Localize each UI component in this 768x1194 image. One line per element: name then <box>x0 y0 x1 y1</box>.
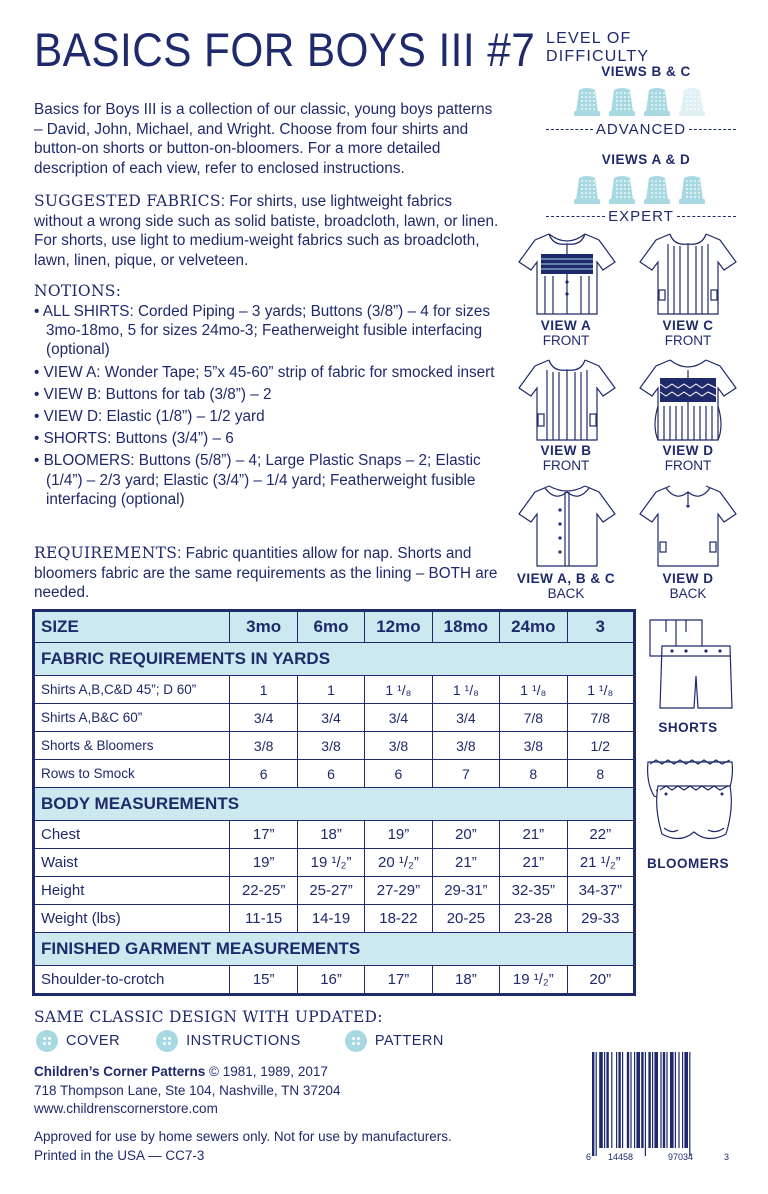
row-label: Waist <box>35 849 230 877</box>
table-cell: 20-25 <box>432 905 499 933</box>
garment-label: VIEW B FRONT <box>540 443 592 473</box>
table-row <box>35 821 634 849</box>
row-label: Weight (lbs) <box>35 905 230 933</box>
garment-label: VIEW A FRONT <box>540 318 592 348</box>
table-section-title: BODY MEASUREMENTS <box>35 788 634 821</box>
view-b-front-shirt-icon <box>515 356 619 444</box>
updated-item: COVER <box>66 1033 121 1049</box>
level-label: EXPERT <box>608 208 674 225</box>
notions-list <box>34 302 504 512</box>
table-section-row <box>35 643 634 676</box>
table-cell: 20 ¹/₂” <box>365 849 432 877</box>
table-cell: 21” <box>500 849 567 877</box>
table-cell: 29-31” <box>432 877 499 905</box>
requirements-text: : Fabric quantities allow for nap. Shorts and bloomers fabric are the same requirements as the lining – BOTH are needed. <box>34 545 498 602</box>
table-section-title: FABRIC REQUIREMENTS IN YARDS <box>35 643 634 676</box>
table-cell: 1 <box>297 676 364 704</box>
table-cell: 3/8 <box>230 732 297 760</box>
barcode-digits: 97034 <box>668 1152 694 1162</box>
table-cell: 32-35” <box>500 877 567 905</box>
table-cell: 17” <box>230 821 297 849</box>
thimble-icon <box>678 174 706 206</box>
garment-label: VIEW A, B & C BACK <box>516 571 616 601</box>
table-cell: 1 <box>230 676 297 704</box>
garment-label: VIEW C FRONT <box>662 318 714 348</box>
fabrics-text: : For shirts, use lightweight fabrics without a wrong side such as solid batiste, broadcloth, lawn, or linen. For shorts, use light to medium-weight fabrics such as broadcloth, lawn, linen, pique, or velveteen. <box>34 193 499 269</box>
table-header-cell: 24mo <box>500 612 567 643</box>
table-cell: 1 ¹/₈ <box>365 676 432 704</box>
table-cell: 3/4 <box>432 704 499 732</box>
table-cell: 6 <box>230 760 297 788</box>
table-cell: 3/8 <box>500 732 567 760</box>
barcode-digits: 14458 <box>608 1152 634 1162</box>
notion-item: • VIEW D: Elastic (1/8”) – 1/2 yard <box>34 407 504 426</box>
table-header-cell: 12mo <box>365 612 432 643</box>
suggested-fabrics <box>34 192 504 270</box>
thimble-icon <box>573 86 601 118</box>
button-icon <box>345 1030 367 1052</box>
shorts-icon <box>646 616 736 714</box>
thimble-rating-1 <box>573 174 706 206</box>
table-cell: 7 <box>432 760 499 788</box>
disclaimer-line: Approved for use by home sewers only. Not for use by manufacturers. <box>34 1129 452 1144</box>
notion-item: • VIEW B: Buttons for tab (3/8”) – 2 <box>34 385 504 404</box>
table-cell: 8 <box>567 760 633 788</box>
thimble-icon <box>643 86 671 118</box>
table-row <box>35 760 634 788</box>
difficulty-level <box>546 121 736 138</box>
print-info: Printed in the USA — CC7-3 <box>34 1147 205 1163</box>
row-label: Shoulder-to-crotch <box>35 966 230 994</box>
table-row <box>35 877 634 905</box>
updated-heading: SAME CLASSIC DESIGN WITH UPDATED: <box>34 1008 383 1026</box>
view-abc-back-shirt-icon <box>515 482 619 570</box>
table-cell: 18” <box>297 821 364 849</box>
table-cell: 1/2 <box>567 732 633 760</box>
size-table <box>34 611 634 994</box>
table-cell: 14-19 <box>297 905 364 933</box>
thimble-icon <box>678 86 706 118</box>
difficulty-views-label: VIEWS B & C <box>601 64 691 79</box>
table-cell: 20” <box>432 821 499 849</box>
table-cell: 3/4 <box>297 704 364 732</box>
notion-item: • ALL SHIRTS: Corded Piping – 3 yards; Buttons (3/8”) – 4 for sizes 3mo-18mo, 5 for sizes 24mo-3; Featherweight fusible interfacing (optional) <box>34 302 504 360</box>
table-cell: 18” <box>432 966 499 994</box>
difficulty-heading: LEVEL OF DIFFICULTY <box>546 30 650 65</box>
barcode-digit: 6 <box>586 1152 592 1162</box>
notion-item: • SHORTS: Buttons (3/4”) – 6 <box>34 429 504 448</box>
view-d-front-shirt-icon <box>636 356 740 444</box>
notion-item: • BLOOMERS: Buttons (5/8”) – 4; Large Plastic Snaps – 2; Elastic (1/4”) – 2/3 yard; Elastic (3/4”) – 1/4 yard; Featherweight fusible interfacing (optional) <box>34 451 504 509</box>
intro-paragraph: Basics for Boys III is a collection of our classic, young boys patterns – David, John, Michael, and Wright. Choose from four shirts and button-on shorts or button-on-bloomers. For a more detailed description of each view, refer to enclosed instructions. <box>34 101 493 177</box>
row-label: Shirts A,B,C&D 45”; D 60” <box>35 676 230 704</box>
view-c-front-shirt-icon <box>636 230 740 318</box>
table-header-cell: 3 <box>567 612 633 643</box>
table-cell: 7/8 <box>500 704 567 732</box>
row-label: Height <box>35 877 230 905</box>
row-label: Chest <box>35 821 230 849</box>
page-title: BASICS FOR BOYS III #7 <box>34 23 536 76</box>
difficulty-level <box>546 208 736 225</box>
difficulty-views-label: VIEWS A & D <box>601 152 691 167</box>
table-cell: 19 ¹/₂” <box>297 849 364 877</box>
table-section-row <box>35 933 634 966</box>
garment-label: SHORTS <box>658 720 718 735</box>
updated-item: INSTRUCTIONS <box>186 1033 301 1049</box>
updated-item: PATTERN <box>374 1033 444 1049</box>
table-cell: 21” <box>432 849 499 877</box>
table-row <box>35 905 634 933</box>
table-cell: 21” <box>500 821 567 849</box>
bloomers-icon <box>644 752 738 848</box>
table-cell: 11-15 <box>230 905 297 933</box>
thimble-rating-0 <box>573 86 706 118</box>
table-cell: 1 ¹/₈ <box>432 676 499 704</box>
company-info <box>34 1063 340 1119</box>
thimble-icon <box>573 174 601 206</box>
button-icon <box>156 1030 178 1052</box>
table-cell: 19” <box>365 821 432 849</box>
table-header-cell: SIZE <box>35 612 230 643</box>
table-cell: 8 <box>500 760 567 788</box>
thimble-icon <box>643 174 671 206</box>
size-chart <box>32 609 636 996</box>
button-icon <box>36 1030 58 1052</box>
table-cell: 27-29” <box>365 877 432 905</box>
table-header-cell: 6mo <box>297 612 364 643</box>
row-label: Rows to Smock <box>35 760 230 788</box>
table-cell: 20” <box>567 966 633 994</box>
requirements <box>34 544 504 603</box>
garment-label: BLOOMERS <box>646 856 729 871</box>
table-cell: 22-25” <box>230 877 297 905</box>
table-section-row <box>35 788 634 821</box>
website-link[interactable]: www.childrenscornerstore.com <box>34 1101 218 1116</box>
table-cell: 19 ¹/₂” <box>500 966 567 994</box>
view-a-front-shirt-icon <box>515 230 619 318</box>
table-cell: 3/4 <box>365 704 432 732</box>
row-label: Shorts & Bloomers <box>35 732 230 760</box>
table-cell: 7/8 <box>567 704 633 732</box>
company-name: Children’s Corner Patterns <box>34 1064 206 1079</box>
table-section-title: FINISHED GARMENT MEASUREMENTS <box>35 933 634 966</box>
copyright: © 1981, 1989, 2017 <box>205 1064 328 1079</box>
table-cell: 23-28 <box>500 905 567 933</box>
table-cell: 1 ¹/₈ <box>500 676 567 704</box>
table-row <box>35 676 634 704</box>
table-cell: 15” <box>230 966 297 994</box>
table-cell: 3/8 <box>297 732 364 760</box>
table-row <box>35 849 634 877</box>
row-label: Shirts A,B&C 60” <box>35 704 230 732</box>
table-cell: 29-33 <box>567 905 633 933</box>
table-header-cell: 3mo <box>230 612 297 643</box>
level-label: ADVANCED <box>595 121 687 138</box>
table-row <box>35 966 634 994</box>
table-cell: 3/8 <box>432 732 499 760</box>
table-cell: 19” <box>230 849 297 877</box>
table-cell: 3/8 <box>365 732 432 760</box>
barcode-icon <box>582 1048 734 1164</box>
garment-label: VIEW D FRONT <box>662 443 714 473</box>
table-cell: 34-37” <box>567 877 633 905</box>
table-cell: 18-22 <box>365 905 432 933</box>
table-cell: 22” <box>567 821 633 849</box>
table-cell: 3/4 <box>230 704 297 732</box>
view-d-back-shirt-icon <box>636 482 740 570</box>
table-cell: 1 ¹/₈ <box>567 676 633 704</box>
fabrics-heading: SUGGESTED FABRICS <box>34 192 221 210</box>
table-cell: 25-27” <box>297 877 364 905</box>
garment-label: VIEW D BACK <box>662 571 714 601</box>
table-cell: 16” <box>297 966 364 994</box>
notion-item: • VIEW A: Wonder Tape; 5”x 45-60” strip of fabric for smocked insert <box>34 363 504 382</box>
notions-heading: NOTIONS: <box>34 282 122 300</box>
updated-items <box>36 1030 444 1052</box>
table-header-cell: 18mo <box>432 612 499 643</box>
table-cell: 21 ¹/₂” <box>567 849 633 877</box>
table-row <box>35 704 634 732</box>
disclaimer <box>34 1128 452 1165</box>
table-row <box>35 732 634 760</box>
address: 718 Thompson Lane, Ste 104, Nashville, TN 37204 <box>34 1082 341 1098</box>
table-cell: 6 <box>365 760 432 788</box>
requirements-heading: REQUIREMENTS <box>34 544 178 562</box>
barcode-digit: 3 <box>724 1152 730 1162</box>
table-cell: 6 <box>297 760 364 788</box>
thimble-icon <box>608 86 636 118</box>
table-cell: 17” <box>365 966 432 994</box>
table-header-row <box>35 612 634 643</box>
thimble-icon <box>608 174 636 206</box>
